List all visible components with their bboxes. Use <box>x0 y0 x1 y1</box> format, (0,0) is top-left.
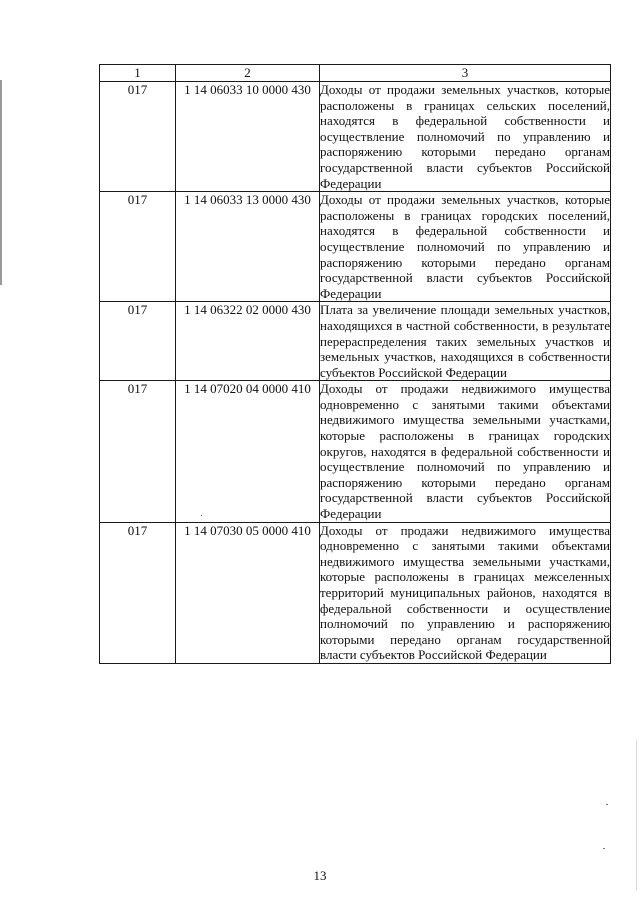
budget-classification-code-cell: 1 14 07020 04 0000 410 <box>176 381 320 522</box>
admin-code-cell: 017 <box>100 82 176 192</box>
column-number-3: 3 <box>320 65 611 82</box>
admin-code-cell: 017 <box>100 522 176 663</box>
revenue-description-cell: Доходы от продажи недвижимого имущества одновременно с занятыми такими объектами недвижимого имущества земельными участками, которые расположены в границах городских округов, находятся в федеральной собственности и осуществление полномочий по управлению и распоряжению которыми передано органам государственной власти субъектов Российской Федерации <box>320 381 610 522</box>
table-row <box>100 192 611 302</box>
admin-code-cell: 017 <box>100 192 176 302</box>
column-number-2: 2 <box>176 65 320 82</box>
budget-classification-code-cell: 1 14 06033 13 0000 430 <box>176 192 320 302</box>
revenue-description-cell: Плата за увеличение площади земельных участков, находящихся в частной собственности, в результате перераспределения таких земельных участков и земельных участков, находящихся в собственности субъектов Российской Федерации <box>320 302 610 380</box>
scan-speck <box>606 804 608 805</box>
table-row <box>100 302 611 381</box>
table-row <box>100 522 611 663</box>
table-header-row <box>100 65 611 82</box>
admin-code-cell: 017 <box>100 302 176 381</box>
budget-classification-code-cell: 1 14 07030 05 0000 410 <box>176 522 320 663</box>
column-number-1: 1 <box>100 65 176 82</box>
revenue-description-cell: Доходы от продажи земельных участков, которые расположены в границах сельских поселений, находятся в федеральной собственности и осуществление полномочий по управлению и распоряжению которыми передано органам государственной власти субъектов Российской Федерации <box>320 82 610 191</box>
budget-classification-code-cell: 1 14 06322 02 0000 430 <box>176 302 320 381</box>
admin-code-cell: 017 <box>100 381 176 522</box>
table-row <box>100 381 611 522</box>
table-row <box>100 82 611 192</box>
revenue-description-cell: Доходы от продажи земельных участков, которые расположены в границах городских поселений, находятся в федеральной собственности и осуществление полномочий по управлению и распоряжению которыми передано органам государственной власти субъектов Российской Федерации <box>320 192 610 301</box>
page-number: 13 <box>313 868 327 883</box>
budget-classification-code-cell: 1 14 06033 10 0000 430 <box>176 82 320 192</box>
revenue-codes-table <box>99 64 611 664</box>
scan-speck <box>603 848 605 849</box>
revenue-description-cell: Доходы от продажи недвижимого имущества одновременно с занятыми такими объектами недвижимого имущества земельными участками, которые расположены в границах межселенных территорий муниципальных районов, находятся в федеральной собственности и осуществление полномочий по управлению и распоряжению которыми передано органам государственной власти субъектов Российской Федерации <box>320 522 610 663</box>
scan-page-edge <box>0 80 2 285</box>
